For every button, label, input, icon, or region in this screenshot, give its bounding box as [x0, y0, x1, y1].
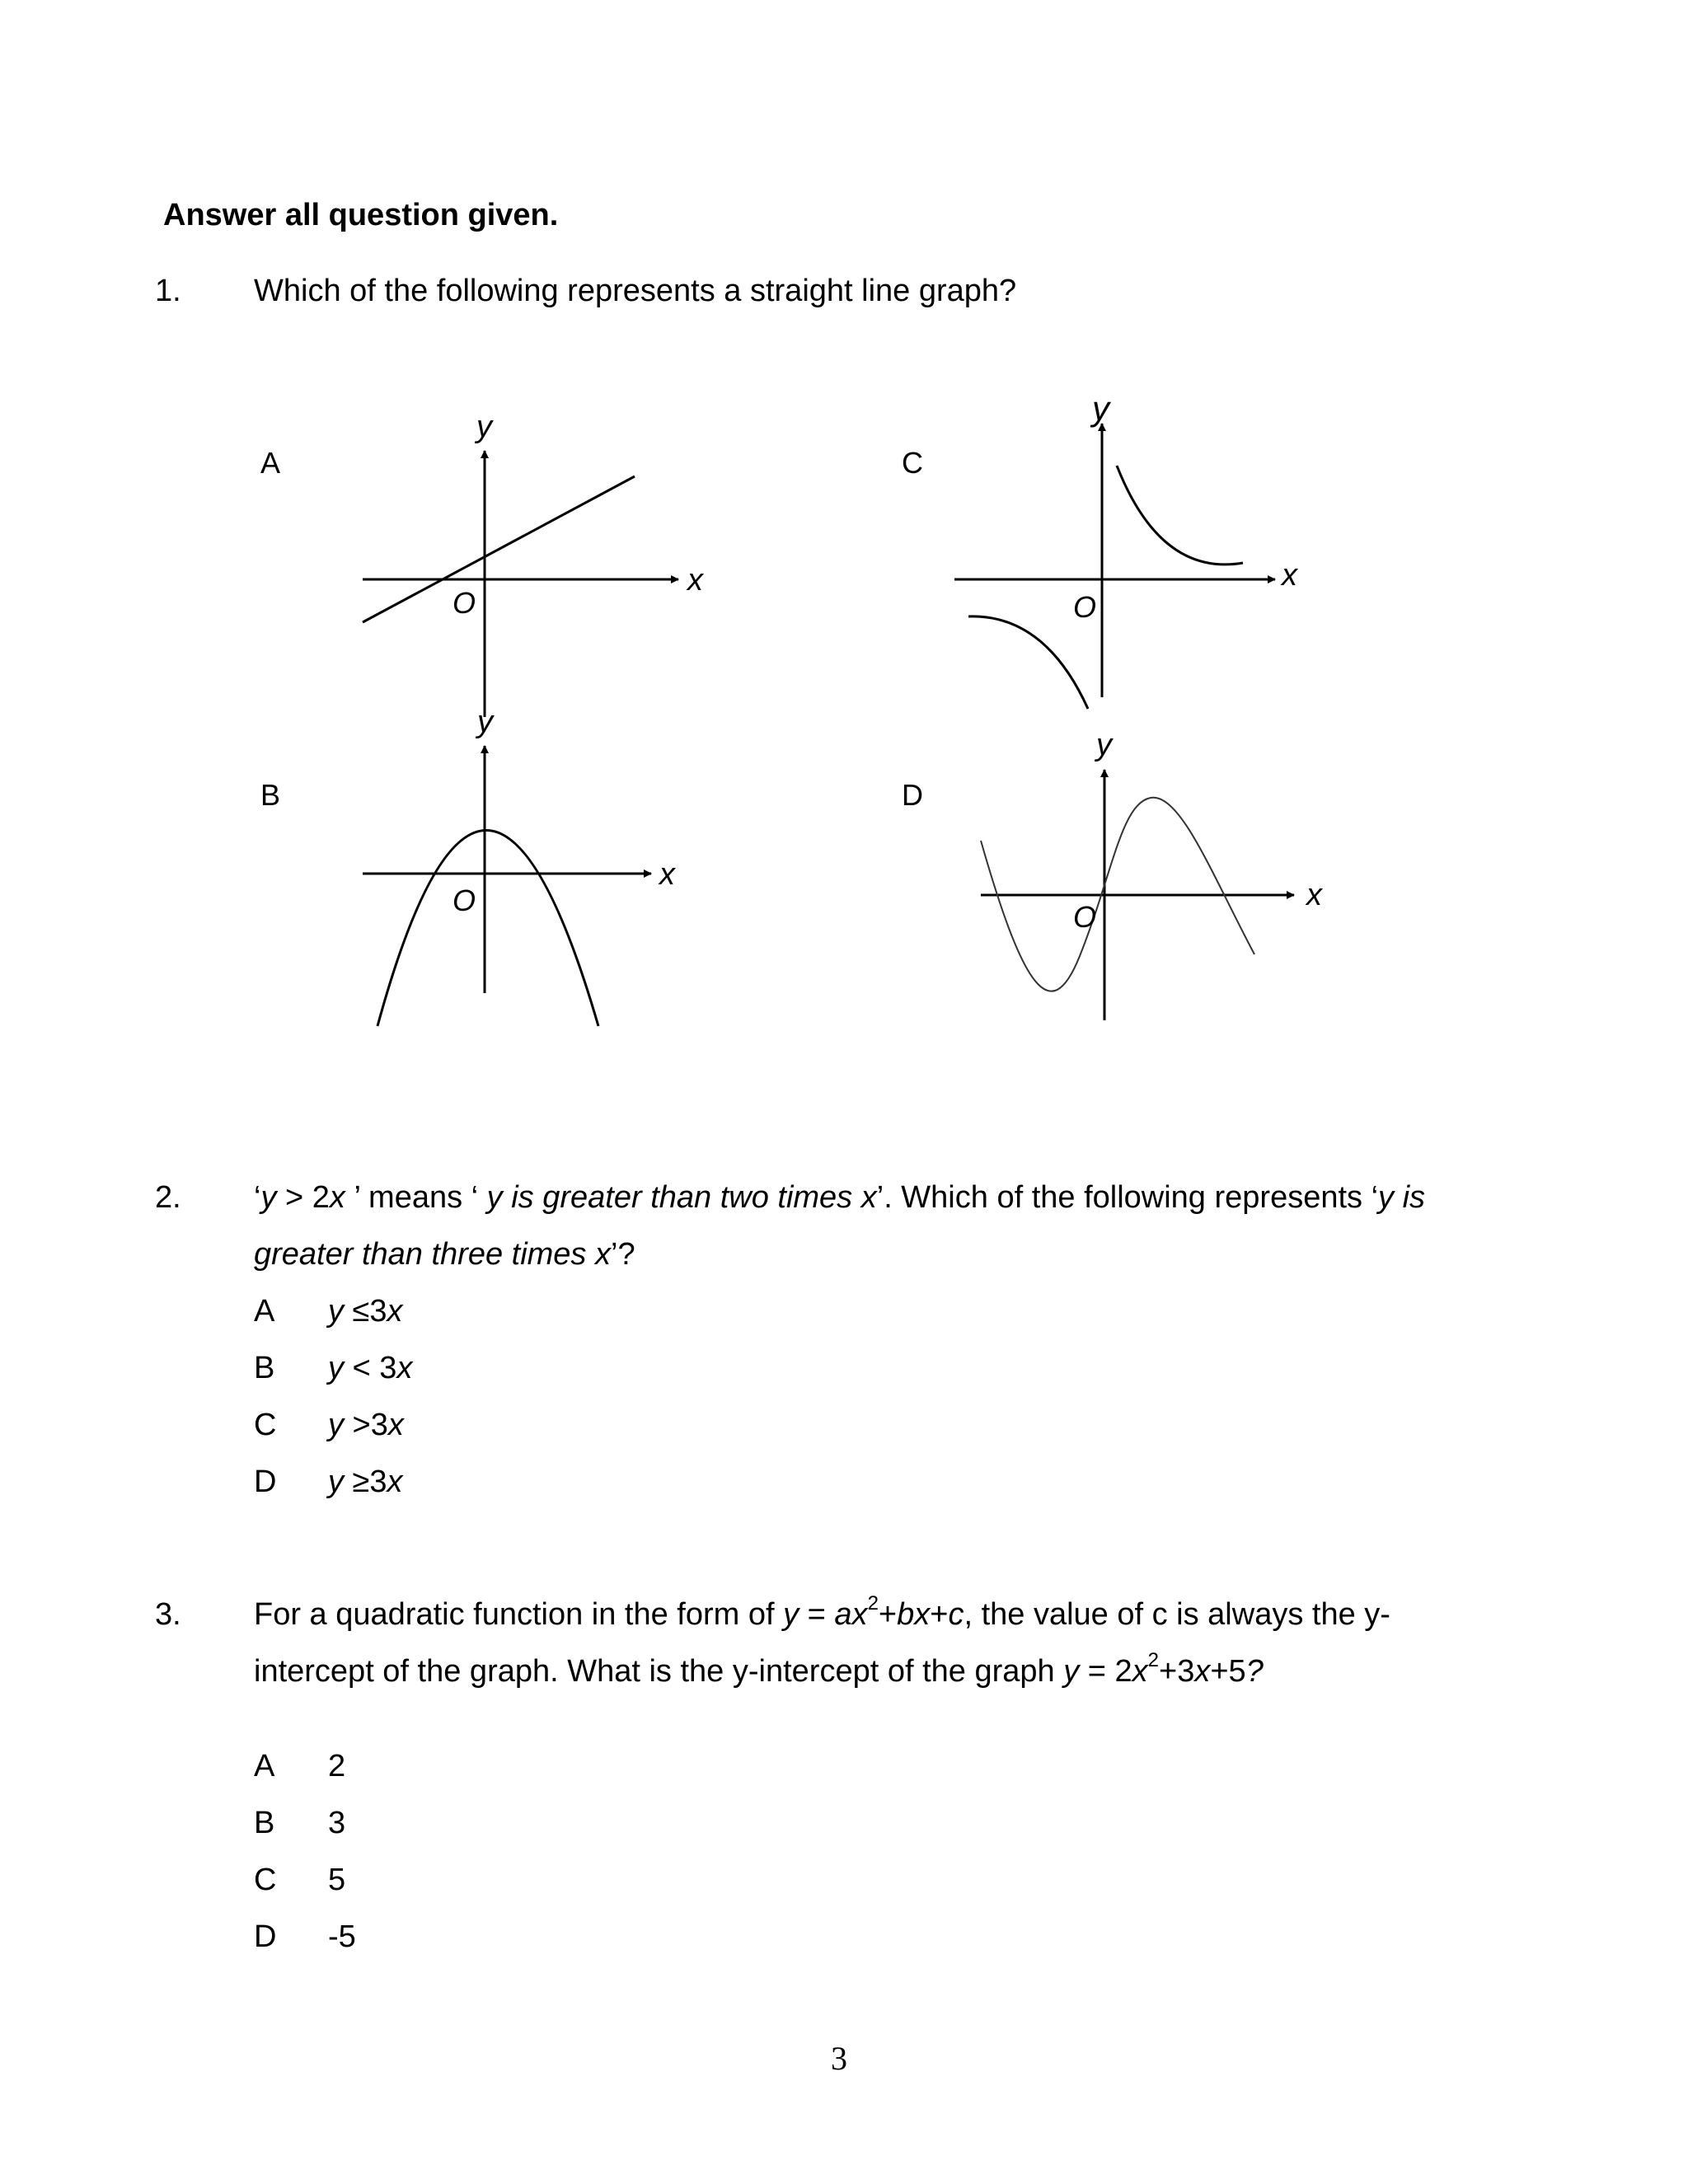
q3-option-value: -5 [328, 1919, 356, 1954]
q2-option-d: D y ≥3x [254, 1465, 403, 1499]
q1-text: Which of the following represents a straight line graph? [254, 274, 1017, 308]
graph-c-y-label: y [1092, 389, 1109, 428]
graph-a [260, 410, 705, 717]
graph-d-y-label: y [1096, 728, 1112, 762]
q3-option-c [254, 1862, 345, 1898]
instruction-heading: Answer all question given. [163, 198, 559, 232]
q3-option-value: 3 [328, 1806, 346, 1840]
graph-d [902, 728, 1324, 1020]
q2-number: 2. [155, 1180, 181, 1215]
graph-c-curve-upper [1117, 466, 1243, 565]
q2-option-letter: D [254, 1465, 277, 1499]
q2-option-letter: A [254, 1294, 275, 1329]
graph-c-label: C [902, 446, 923, 480]
graph-b-label: B [260, 778, 281, 812]
graph-d-label: D [902, 778, 923, 812]
graph-c [902, 389, 1299, 709]
q3-option-d [254, 1919, 356, 1955]
q3-number: 3. [155, 1597, 181, 1632]
q2-option-a: A y ≤3x [254, 1294, 403, 1329]
q1-number: 1. [155, 274, 181, 308]
q3-option-a [254, 1748, 345, 1784]
graph-a-x-label: x [687, 563, 703, 598]
graph-b [260, 705, 677, 1026]
graph-c-curve-lower [968, 616, 1088, 709]
graph-d-x-label: x [1306, 878, 1322, 912]
q3-text-line2: intercept of the graph. What is the y-intercept of the graph $y = 2x^2+3x+5$? [254, 1649, 1264, 1689]
q3-option-letter: A [254, 1749, 275, 1783]
q2-option-letter: B [254, 1351, 275, 1385]
graph-b-x-label: x [659, 857, 675, 892]
graph-d-origin: O [1073, 900, 1097, 934]
q3-option-letter: C [254, 1863, 277, 1897]
q2-option-b: B y < 3x [254, 1351, 413, 1385]
graph-a-y-label: y [476, 410, 492, 444]
graph-a-line [363, 476, 635, 622]
graph-a-label: A [260, 446, 281, 480]
graph-b-y-label: y [477, 705, 493, 739]
q2-text-line1: ‘y > 2x ’ means ‘ y is greater than two times x’. Which of the following represents ‘y is [254, 1180, 1426, 1215]
graph-b-origin: O [452, 883, 476, 917]
q3-option-b [254, 1805, 345, 1841]
graph-b-curve [377, 831, 598, 1027]
page-number: 3 [831, 2040, 847, 2077]
q2-text-line2: greater than three times x’? [254, 1237, 635, 1272]
q3-option-value: 2 [328, 1749, 346, 1783]
q2-option-letter: C [254, 1408, 277, 1442]
q3-text-line1: For a quadratic function in the form of $y = ax^2+bx+c$, the value of c is always the y- [254, 1592, 1390, 1632]
q3-option-value: 5 [328, 1863, 346, 1897]
q2-option-c: C y >3x [254, 1408, 404, 1442]
graph-a-origin: O [452, 586, 476, 620]
graph-c-x-label: x [1282, 558, 1297, 593]
graph-c-origin: O [1073, 590, 1097, 624]
q3-option-letter: B [254, 1806, 275, 1840]
q3-option-letter: D [254, 1919, 277, 1954]
